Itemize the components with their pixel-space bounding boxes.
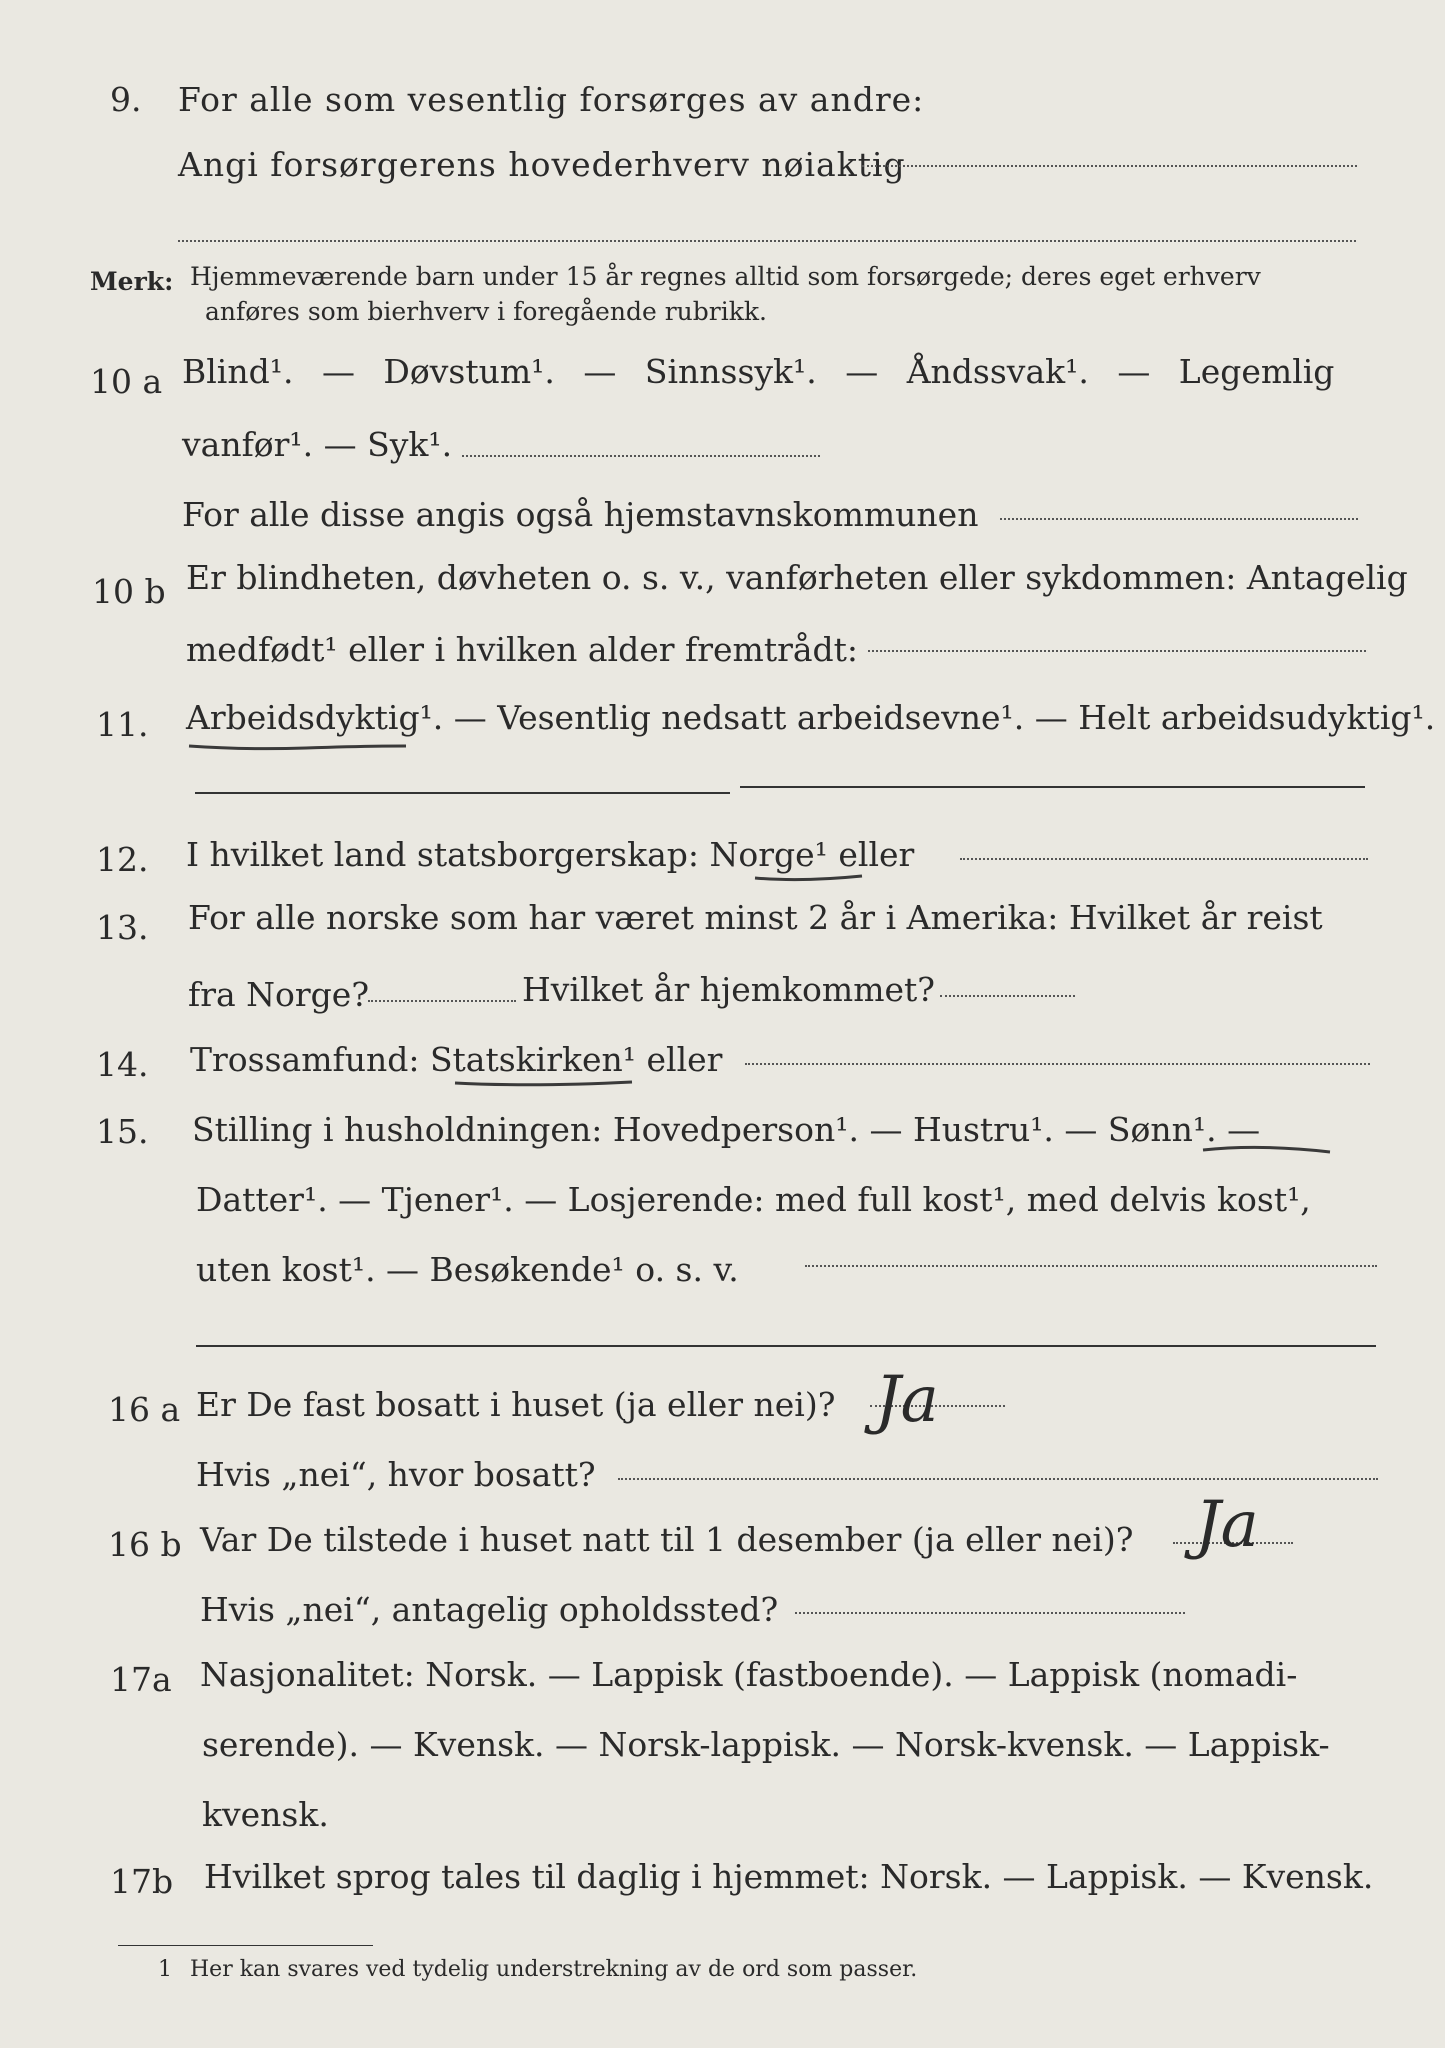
merk-line1: Hjemmeværende barn under 15 år regnes alltid som forsørgede; deres eget erhverv xyxy=(190,262,1261,291)
q15-number: 15. xyxy=(96,1112,149,1151)
q15-line1: Stilling i husholdningen: Hovedperson¹. — Hustru¹. — Sønn¹. — xyxy=(192,1110,1261,1149)
q12-answer-line[interactable] xyxy=(960,858,1368,860)
q9-number: 9. xyxy=(110,80,142,119)
q14-answer-line[interactable] xyxy=(745,1063,1370,1065)
q17a-line2: serende). — Kvensk. — Norsk-lappisk. — Norsk-kvensk. — Lappisk- xyxy=(202,1725,1330,1764)
q10a-number: 10 a xyxy=(90,362,163,401)
q10b-answer-line[interactable] xyxy=(868,650,1366,652)
q16a-line2: Hvis „nei“, hvor bosatt? xyxy=(196,1455,596,1494)
q12-underline-mark xyxy=(752,870,872,886)
q10b-number: 10 b xyxy=(92,572,166,611)
q17b-number: 17b xyxy=(110,1862,174,1901)
q17a-line1: Nasjonalitet: Norsk. — Lappisk (fastboende). — Lappisk (nomadi- xyxy=(200,1655,1298,1694)
footnote-mark: 1 xyxy=(158,1957,172,1982)
q13-departure-line[interactable] xyxy=(368,1000,516,1002)
q11-underline-mark xyxy=(186,736,411,756)
q10a-line1: Blind¹. — Døvstum¹. — Sinnssyk¹. — Åndssvak¹. — Legemlig xyxy=(182,352,1335,391)
footnote-text: Her kan svares ved tydelig understrekning av de ord som passer. xyxy=(190,1957,918,1982)
q10a-line3: For alle disse angis også hjemstavnskommunen xyxy=(182,495,979,534)
q13-line2b: Hvilket år hjemkommet? xyxy=(522,970,935,1009)
q16b-handwritten-answer: Ja xyxy=(1195,1488,1259,1562)
q15-answer-line[interactable] xyxy=(805,1265,1377,1267)
q13-line2a: fra Norge? xyxy=(188,975,370,1014)
q10a-answer-line[interactable] xyxy=(462,455,820,457)
q11-line1: Arbeidsdyktig¹. — Vesentlig nedsatt arbeidsevne¹. — Helt arbeidsudyktig¹. xyxy=(186,698,1436,737)
q9-answer-line[interactable] xyxy=(862,165,1357,167)
q15-rule xyxy=(196,1345,1376,1347)
q17a-number: 17a xyxy=(110,1660,172,1699)
q16b-line1: Var De tilstede i huset natt til 1 desember (ja eller nei)? xyxy=(200,1520,1134,1559)
q10b-line1: Er blindheten, døvheten o. s. v., vanførheten eller sykdommen: Antagelig xyxy=(186,558,1408,597)
q16b-number: 16 b xyxy=(108,1525,182,1564)
q17a-line3: kvensk. xyxy=(202,1795,329,1834)
q14-number: 14. xyxy=(96,1045,149,1084)
q16b-location-line[interactable] xyxy=(795,1612,1185,1614)
q13-number: 13. xyxy=(96,908,149,947)
q12-number: 12. xyxy=(96,840,149,879)
q15-underline-mark xyxy=(1200,1140,1335,1158)
q11-rule-1 xyxy=(195,792,730,794)
q16a-number: 16 a xyxy=(108,1390,181,1429)
q11-rule-2 xyxy=(740,786,1365,788)
q10a-home-line[interactable] xyxy=(1000,518,1358,520)
q17b-line1: Hvilket sprog tales til daglig i hjemmet: Norsk. — Lappisk. — Kvensk. xyxy=(204,1857,1374,1896)
footnote-rule xyxy=(118,1945,373,1946)
q14-underline-mark xyxy=(452,1075,642,1091)
q16a-handwritten-answer: Ja xyxy=(875,1363,939,1437)
q15-line3: uten kost¹. — Besøkende¹ o. s. v. xyxy=(196,1250,739,1289)
q16a-residence-line[interactable] xyxy=(618,1478,1378,1480)
q16b-line2: Hvis „nei“, antagelig opholdssted? xyxy=(200,1590,779,1629)
q10b-line2: medfødt¹ eller i hvilken alder fremtrådt: xyxy=(186,630,859,669)
merk-label: Merk: xyxy=(90,267,174,296)
q11-number: 11. xyxy=(96,705,149,744)
q13-line1: For alle norske som har været minst 2 år i Amerika: Hvilket år reist xyxy=(188,898,1323,937)
q12-line1: I hvilket land statsborgerskap: Norge¹ eller xyxy=(186,835,915,874)
q9-answer-line-2[interactable] xyxy=(178,240,1356,242)
q10a-line2: vanfør¹. — Syk¹. xyxy=(182,425,453,464)
q14-line1: Trossamfund: Statskirken¹ eller xyxy=(190,1040,723,1079)
q16a-line1: Er De fast bosatt i huset (ja eller nei)? xyxy=(196,1385,836,1424)
q9-line2: Angi forsørgerens hovederhverv nøiaktig xyxy=(178,145,906,184)
q13-return-line[interactable] xyxy=(940,995,1075,997)
q9-line1: For alle som vesentlig forsørges av andre: xyxy=(178,80,925,119)
merk-line2: anføres som bierhverv i foregående rubrikk. xyxy=(205,297,767,326)
q15-line2: Datter¹. — Tjener¹. — Losjerende: med full kost¹, med delvis kost¹, xyxy=(196,1180,1311,1219)
